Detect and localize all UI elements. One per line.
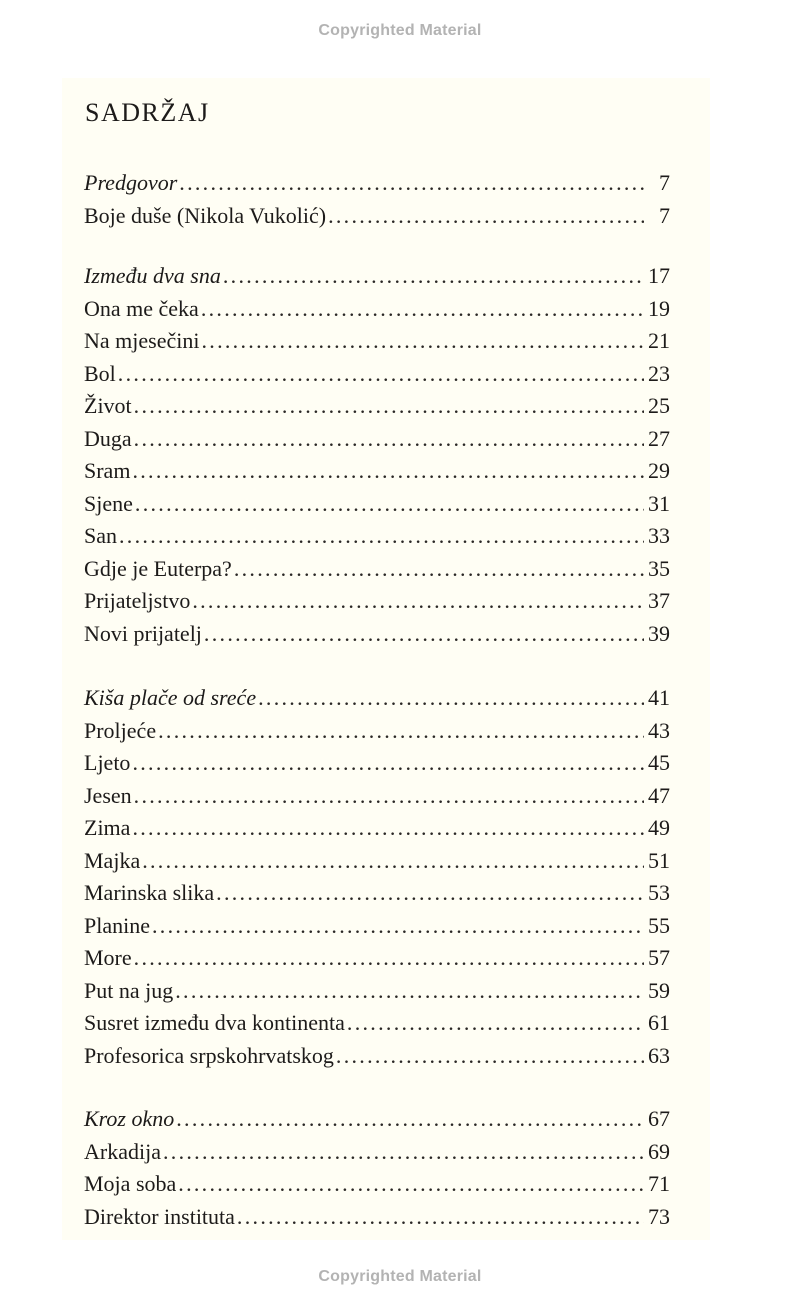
page-number: 51 (648, 847, 670, 873)
page-number: 23 (648, 360, 670, 386)
dot-leader (178, 1168, 644, 1201)
entry-title: San (84, 523, 117, 548)
page-number: 21 (648, 328, 670, 353)
page-number: 27 (648, 425, 670, 451)
entry-title: Proljeće (84, 717, 157, 743)
dot-leader (216, 877, 644, 910)
entry-title: Kroz okno (84, 1106, 175, 1131)
toc-entry (84, 358, 670, 391)
toc-entry (84, 1040, 670, 1073)
page-number: 63 (648, 1042, 670, 1068)
entry-title: Između dva sna (84, 263, 221, 288)
page-number: 17 (648, 263, 670, 288)
dot-leader (237, 1201, 644, 1234)
entry-title: Gdje je Euterpa? (84, 555, 232, 581)
page-number: 55 (648, 912, 670, 938)
dot-leader (234, 553, 644, 586)
page-number: 37 (648, 588, 670, 613)
entry-title: Put na jug (84, 977, 174, 1003)
toc-section (84, 682, 670, 1072)
page-number: 59 (648, 977, 670, 1003)
toc-entry (84, 877, 670, 910)
entry-title: Zima (84, 815, 131, 840)
page-number: 47 (648, 782, 670, 808)
dot-leader (118, 358, 644, 391)
entry-title: Sjene (84, 490, 133, 516)
entry-title: Boje duše (Nikola Vukolić) (84, 202, 327, 228)
dot-leader (134, 390, 644, 423)
page-number: 33 (648, 523, 670, 548)
toc-entry (84, 1201, 670, 1234)
page-number: 45 (648, 750, 670, 775)
page-number: 71 (648, 1171, 670, 1196)
dot-leader (258, 682, 644, 715)
toc-entry (84, 325, 670, 358)
entry-title: Majka (84, 847, 141, 873)
entry-title: More (84, 945, 132, 970)
dot-leader (201, 293, 644, 326)
page-number: 61 (648, 1010, 670, 1035)
page-number: 31 (648, 490, 670, 516)
toc-entry (84, 942, 670, 975)
page-number: 41 (648, 685, 670, 710)
entry-title: Moja soba (84, 1171, 177, 1196)
page-number: 35 (648, 555, 670, 581)
entry-title: Život (84, 393, 132, 418)
book-page (62, 78, 710, 1240)
toc-entry (84, 423, 670, 456)
toc-section (84, 1103, 670, 1233)
page-number: 67 (648, 1106, 670, 1131)
dot-leader (135, 488, 644, 521)
entry-title: Sram (84, 458, 131, 483)
dot-leader (119, 520, 644, 553)
toc-entry (84, 455, 670, 488)
page-number: 43 (648, 717, 670, 743)
entry-title: Jesen (84, 782, 132, 808)
watermark-bottom: Copyrighted Material (318, 1268, 482, 1285)
toc-entry (84, 747, 670, 780)
entry-title: Kiša plače od sreće (84, 685, 257, 710)
dot-leader (201, 325, 644, 358)
page-number: 39 (648, 620, 670, 646)
dot-leader (176, 1103, 644, 1136)
dot-leader (223, 260, 644, 293)
page-number: 49 (648, 815, 670, 840)
toc-entry (84, 553, 670, 586)
dot-leader (132, 747, 644, 780)
toc-entry (84, 1136, 670, 1169)
entry-title: Profesorica srpskohrvatskog (84, 1042, 334, 1068)
toc-entry (84, 585, 670, 618)
entry-title: Direktor instituta (84, 1203, 235, 1229)
dot-leader (132, 812, 644, 845)
toc-section-heading (84, 1103, 670, 1136)
dot-leader (336, 1040, 644, 1073)
dot-leader (347, 1007, 644, 1040)
dot-leader (142, 845, 644, 878)
dot-leader (158, 715, 644, 748)
dot-leader (204, 618, 644, 651)
entry-title: Bol (84, 360, 116, 386)
page-number: 7 (659, 202, 670, 228)
entry-title: Na mjesečini (84, 328, 200, 353)
watermark-top: Copyrighted Material (318, 22, 482, 39)
toc-entry (84, 293, 670, 326)
entry-title: Ljeto (84, 750, 131, 775)
toc-entry (84, 488, 670, 521)
entry-title: Marinska slika (84, 880, 215, 905)
toc-entry (84, 390, 670, 423)
toc-entry (84, 200, 670, 233)
toc-entry (84, 618, 670, 651)
entry-title: Arkadija (84, 1138, 161, 1164)
page-number: 25 (648, 393, 670, 418)
toc-entry (84, 1007, 670, 1040)
toc-entry (84, 1168, 670, 1201)
dot-leader (175, 975, 644, 1008)
toc-section-heading (84, 682, 670, 715)
dot-leader (134, 423, 644, 456)
page-title: SADRŽAJ (85, 98, 210, 127)
entry-title: Predgovor (84, 170, 178, 195)
toc-entry (84, 780, 670, 813)
toc-entry (84, 715, 670, 748)
entry-title: Susret između dva kontinenta (84, 1010, 345, 1035)
entry-title: Duga (84, 425, 132, 451)
dot-leader (134, 942, 644, 975)
dot-leader (132, 455, 644, 488)
entry-title: Novi prijatelj (84, 620, 202, 646)
toc-section (84, 260, 670, 650)
toc-entry (84, 812, 670, 845)
page-number: 19 (648, 295, 670, 321)
entry-title: Ona me čeka (84, 295, 199, 321)
page-number: 57 (648, 945, 670, 970)
toc-entry (84, 975, 670, 1008)
toc-entry (84, 910, 670, 943)
page-number: 73 (648, 1203, 670, 1229)
toc-section-heading (84, 167, 670, 200)
entry-title: Prijateljstvo (84, 588, 191, 613)
dot-leader (179, 167, 644, 200)
dot-leader (163, 1136, 644, 1169)
toc-section (84, 167, 670, 232)
toc-section-heading (84, 260, 670, 293)
page-number: 69 (648, 1138, 670, 1164)
dot-leader (328, 200, 644, 233)
page-number: 7 (659, 170, 670, 195)
dot-leader (152, 910, 644, 943)
dot-leader (134, 780, 644, 813)
entry-title: Planine (84, 912, 150, 938)
page-number: 29 (648, 458, 670, 483)
toc-entry (84, 845, 670, 878)
dot-leader (192, 585, 644, 618)
toc-entry (84, 520, 670, 553)
page-number: 53 (648, 880, 670, 905)
